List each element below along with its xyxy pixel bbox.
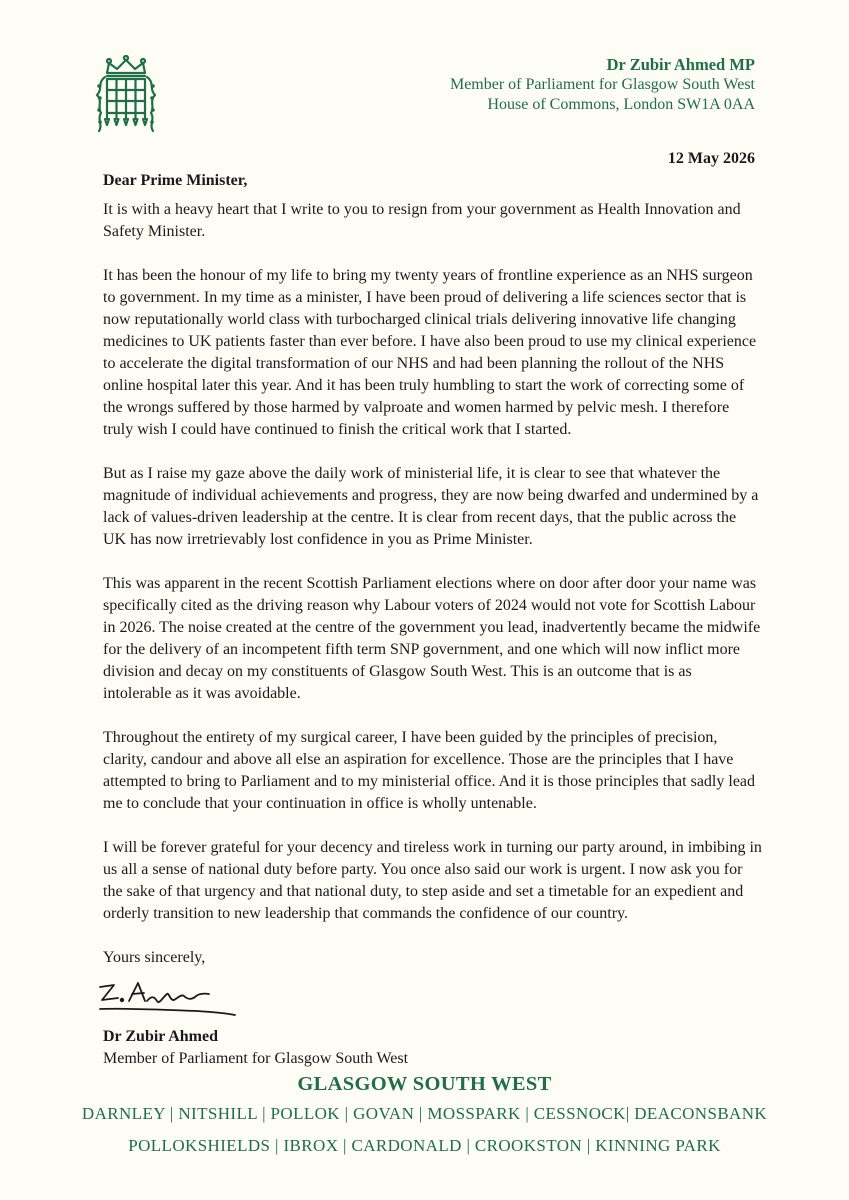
handwritten-signature <box>97 975 239 1021</box>
signatory-role: Member of Parliament for Glasgow South West <box>103 1050 409 1067</box>
constituency-name: GLASGOW SOUTH WEST <box>297 1073 552 1095</box>
salutation: Dear Prime Minister, <box>103 172 248 189</box>
closing: Yours sincerely, <box>103 949 206 966</box>
letterhead <box>450 55 755 115</box>
letter-date: 12 May 2026 <box>667 150 755 167</box>
letter-body <box>103 170 763 1070</box>
constituency-areas-line-1: DARNLEY | NITSHILL | POLLOK | GOVAN | MOSSPARK | CESSNOCK| DEACONSBANK <box>81 1104 768 1123</box>
paragraph: But as I raise my gaze above the daily work of ministerial life, it is clear to see that whatever the magnitude of individual achievements and progress, they are now being dwarfed and undermined by a lack of values-driven leadership at the centre. It is clear from recent days, that the public across the UK has now irretrievably lost confidence in you as Prime Minister. <box>103 465 759 548</box>
paragraph: It has been the honour of my life to bring my twenty years of frontline experience as an NHS surgeon to government. In my time as a minister, I have been proud of delivering a life sciences sector that is now reputationally world class with turbocharged clinical trials delivering innovative life changing medicines to UK patients faster than ever before. I have also been proud to use my clinical experience to accelerate the digital transformation of our NHS and had been planning the rollout of the NHS online hospital later this year. And it has been truly humbling to start the work of correcting some of the wrongs suffered by those harmed by valproate and women harmed by pelvic mesh. I therefore truly wish I could have continued to finish the critical work that I started. <box>103 267 757 438</box>
constituency-areas-line-2: POLLOKSHIELDS | IBROX | CARDONALD | CROOKSTON | KINNING PARK <box>128 1136 721 1155</box>
signatory-name: Dr Zubir Ahmed <box>103 1028 218 1045</box>
constituency-footer <box>0 1071 849 1157</box>
paragraph: This was apparent in the recent Scottish Parliament elections where on door after door your name was specifically cited as the driving reason why Labour voters of 2024 would not vote for Scottish Labour in 2026. The noise created at the centre of the government you lead, inadvertently became the midwife for the delivery of an incompetent fifth term SNP government, and one which will now inflict more division and decay on my constituents of Glasgow South West. This is an outcome that is as intolerable as it was avoidable. <box>103 575 761 702</box>
paragraph: It is with a heavy heart that I write to you to resign from your government as Health Innovation and Safety Minister. <box>103 201 741 240</box>
mp-role: Member of Parliament for Glasgow South West <box>449 76 755 93</box>
paragraph: I will be forever grateful for your decency and tireless work in turning our party around, in imbibing in us all a sense of national duty before party. You once also said our work is urgent. I now ask you for the sake of that urgency and that national duty, to step aside and set a timetable for an expedient and orderly transition to new leadership that commands the confidence of our country. <box>103 839 762 922</box>
paragraph: Throughout the entirety of my surgical career, I have been guided by the principles of precision, clarity, candour and above all else an aspiration for excellence. Those are the principles that I have attempted to bring to Parliament and to my ministerial office. And it is those principles that sadly lead me to conclude that your continuation in office is wholly untenable. <box>103 729 756 812</box>
mp-name: Dr Zubir Ahmed MP <box>606 55 755 74</box>
mp-address: House of Commons, London SW1A 0AA <box>487 96 755 113</box>
portcullis-icon <box>93 55 159 133</box>
